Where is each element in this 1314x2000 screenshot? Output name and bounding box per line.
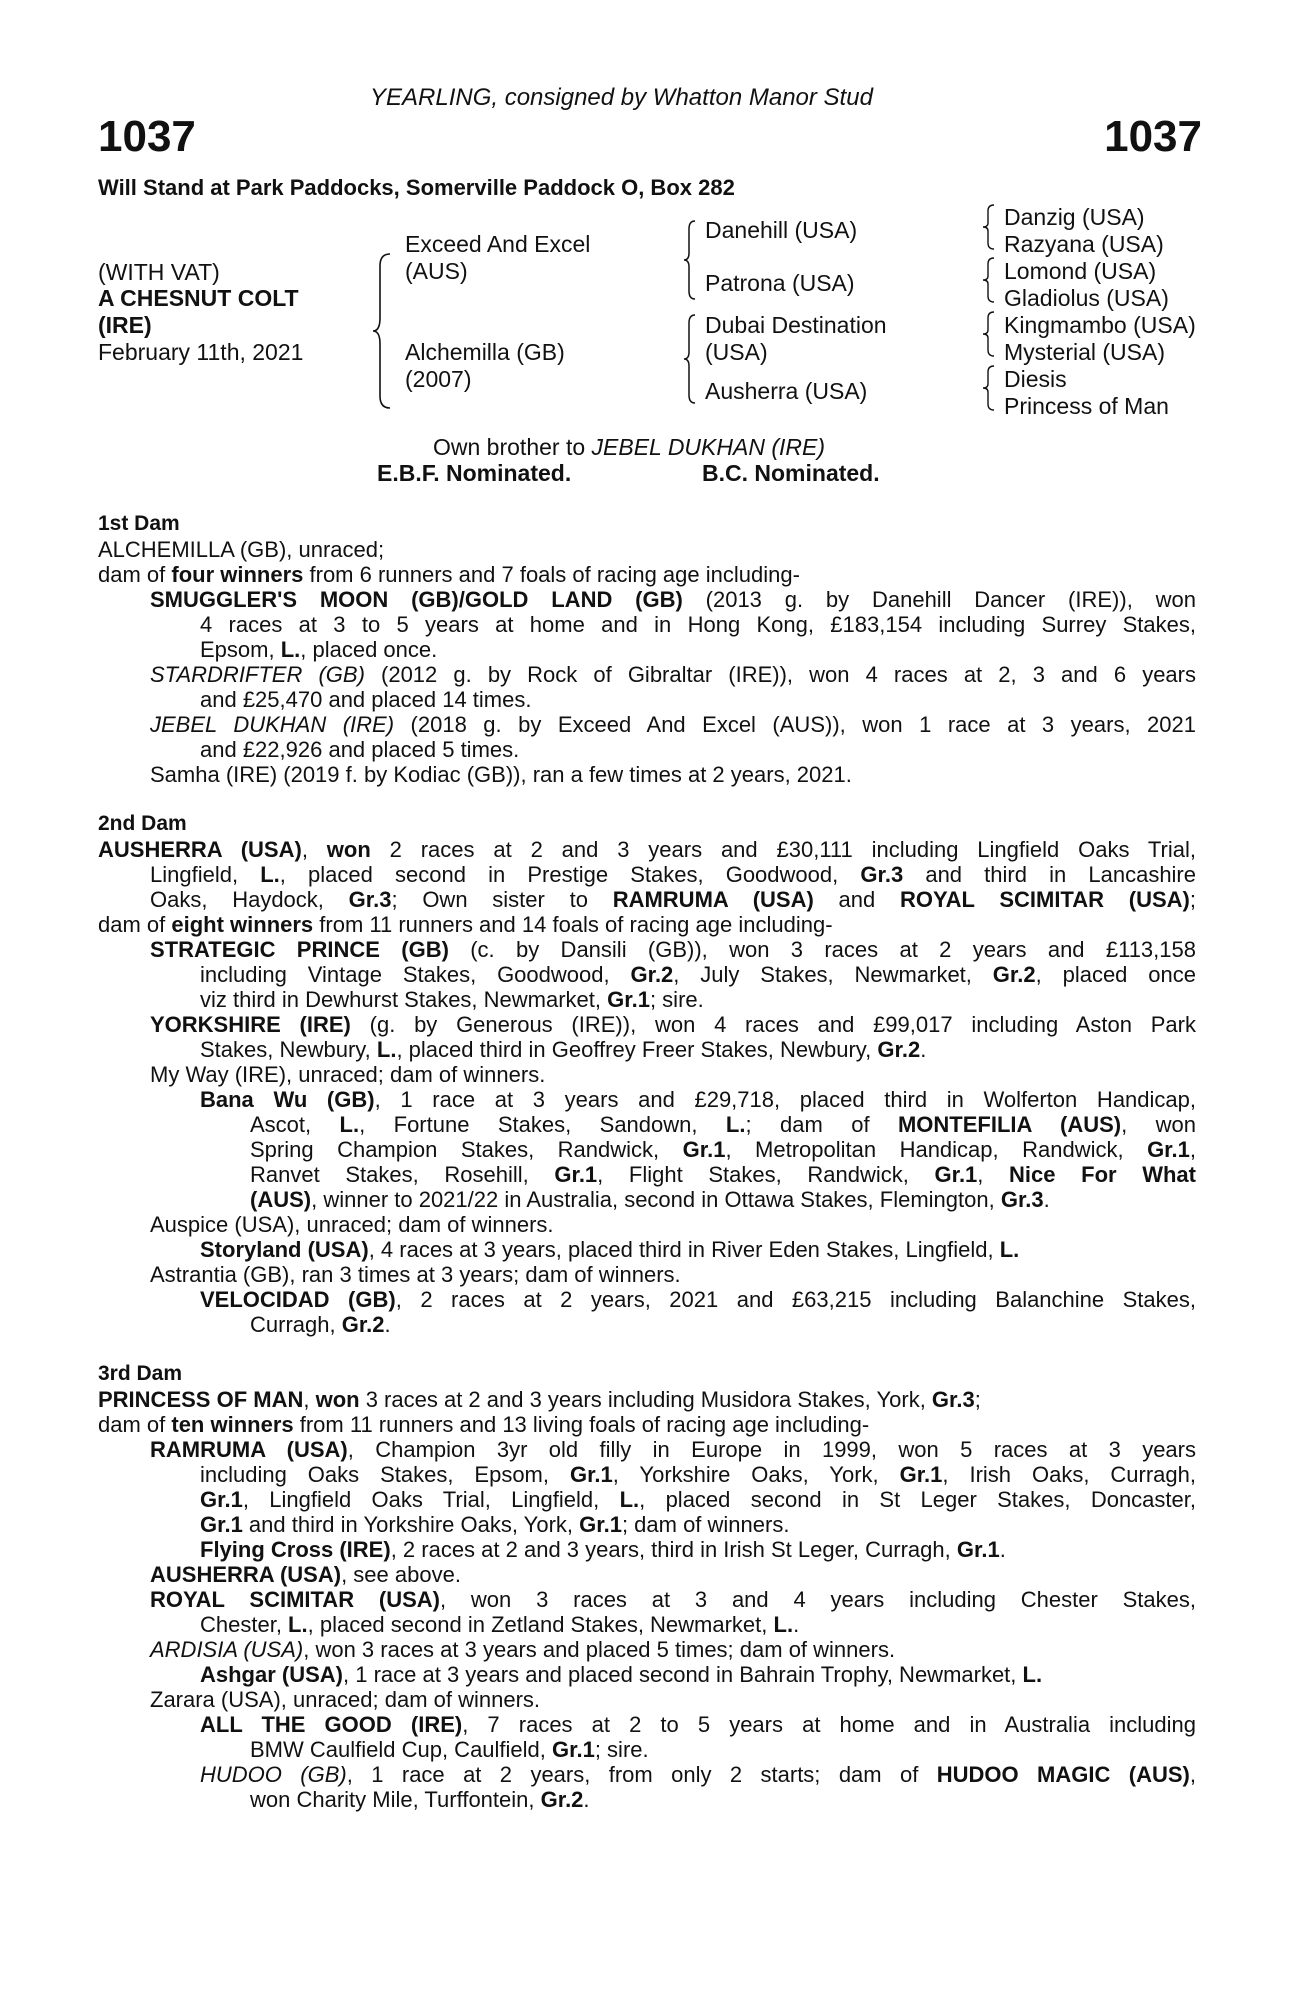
pedigree-brace-g4-4 [982, 364, 996, 412]
first-dam-line: JEBEL DUKHAN (IRE) (2018 g. by Exceed And Excel (AUS)), won 1 race at 3 years, 2021 [150, 712, 1196, 737]
second-dam-line: VELOCIDAD (GB), 2 races at 2 years, 2021 and £63,215 including Balanchine Stakes, [200, 1287, 1197, 1312]
sire-sire: Danehill (USA) [705, 217, 858, 243]
first-dam-line: SMUGGLER'S MOON (GB)/GOLD LAND (GB) (2013 g. by Danehill Dancer (IRE)), won [150, 587, 1196, 612]
third-dam-line: won Charity Mile, Turffontein, Gr.2. [250, 1787, 590, 1812]
horse-country: (IRE) [98, 312, 152, 338]
second-dam-line: Bana Wu (GB), 1 race at 3 years and £29,718, placed third in Wolferton Handicap, [200, 1087, 1196, 1112]
second-dam-line: STRATEGIC PRINCE (GB) (c. by Dansili (GB)), won 3 races at 2 years and £113,158 [150, 937, 1196, 962]
third-dam-line: Flying Cross (IRE), 2 races at 2 and 3 years, third in Irish St Leger, Curragh, Gr.1. [200, 1537, 1006, 1562]
ancestor-1: Danzig (USA) [1004, 204, 1145, 230]
second-dam-line: viz third in Dewhurst Stakes, Newmarket, Gr.1; sire. [200, 987, 704, 1012]
vat-note: (WITH VAT) [98, 259, 220, 285]
third-dam-line: RAMRUMA (USA), Champion 3yr old filly in Europe in 1999, won 5 races at 3 years [150, 1437, 1196, 1462]
first-dam-line: dam of four winners from 6 runners and 7 foals of racing age including- [98, 562, 800, 587]
bc-nominated: B.C. Nominated. [702, 460, 880, 486]
lot-number-right: 1037 [1104, 112, 1202, 161]
third-dam-line: BMW Caulfield Cup, Caulfield, Gr.1; sire. [250, 1737, 649, 1762]
second-dam-line: Oaks, Haydock, Gr.3; Own sister to RAMRUMA (USA) and ROYAL SCIMITAR (USA); [150, 887, 1196, 912]
second-dam-line: My Way (IRE), unraced; dam of winners. [150, 1062, 546, 1087]
own-brother-note: Own brother to JEBEL DUKHAN (IRE) [433, 434, 825, 460]
third-dam-heading: 3rd Dam [98, 1362, 183, 1385]
ancestor-2: Razyana (USA) [1004, 231, 1164, 257]
third-dam-line: ARDISIA (USA), won 3 races at 3 years and placed 5 times; dam of winners. [150, 1637, 896, 1662]
second-dam-line: YORKSHIRE (IRE) (g. by Generous (IRE)), won 4 races and £99,017 including Aston Park [150, 1012, 1196, 1037]
third-dam-line: ROYAL SCIMITAR (USA), won 3 races at 3 and 4 years including Chester Stakes, [150, 1587, 1196, 1612]
page-title: YEARLING, consigned by Whatton Manor Stud [370, 84, 873, 111]
second-dam-line: Ascot, L., Fortune Stakes, Sandown, L.; dam of MONTEFILIA (AUS), won [250, 1112, 1197, 1137]
ancestor-4: Gladiolus (USA) [1004, 285, 1169, 311]
second-dam-line: Astrantia (GB), ran 3 times at 3 years; dam of winners. [150, 1262, 681, 1287]
first-dam-line: Epsom, L., placed once. [200, 637, 438, 662]
dam-dam: Ausherra (USA) [705, 378, 868, 404]
first-dam-line: ALCHEMILLA (GB), unraced; [98, 537, 385, 562]
ancestor-7: Diesis [1004, 366, 1067, 392]
third-dam-line: Zarara (USA), unraced; dam of winners. [150, 1687, 541, 1712]
ebf-nominated: E.B.F. Nominated. [377, 460, 572, 486]
pedigree-brace-g4-2 [982, 256, 996, 304]
pedigree-brace-sire [683, 219, 697, 301]
first-dam-line: Samha (IRE) (2019 f. by Kodiac (GB)), ran a few times at 2 years, 2021. [150, 762, 852, 787]
third-dam-line: Chester, L., placed second in Zetland Stakes, Newmarket, L.. [200, 1612, 800, 1637]
second-dam-line: dam of eight winners from 11 runners and 14 foals of racing age including- [98, 912, 833, 937]
ancestor-8: Princess of Man [1004, 393, 1169, 419]
second-dam-line: Stakes, Newbury, L., placed third in Geoffrey Freer Stakes, Newbury, Gr.2. [200, 1037, 927, 1062]
first-dam-line: and £22,926 and placed 5 times. [200, 737, 520, 762]
dam-sire-country: (USA) [705, 339, 768, 365]
third-dam-line: HUDOO (GB), 1 race at 2 years, from only 2 starts; dam of HUDOO MAGIC (AUS), [200, 1762, 1196, 1787]
second-dam-line: Lingfield, L., placed second in Prestige Stakes, Goodwood, Gr.3 and third in Lancashire [150, 862, 1196, 887]
second-dam-line: AUSHERRA (USA), won 2 races at 2 and 3 years and £30,111 including Lingfield Oaks Trial, [98, 837, 1196, 862]
first-dam-heading: 1st Dam [98, 512, 180, 535]
sire-country: (AUS) [405, 258, 468, 284]
sire-dam: Patrona (USA) [705, 270, 855, 296]
third-dam-line: ALL THE GOOD (IRE), 7 races at 2 to 5 years at home and in Australia including [200, 1712, 1196, 1737]
second-dam-heading: 2nd Dam [98, 812, 187, 835]
pedigree-brace-g4-1 [982, 203, 996, 251]
second-dam-line: Spring Champion Stakes, Randwick, Gr.1, Metropolitan Handicap, Randwick, Gr.1, [250, 1137, 1196, 1162]
third-dam-line: dam of ten winners from 11 runners and 13 living foals of racing age including- [98, 1412, 870, 1437]
ancestor-6: Mysterial (USA) [1004, 339, 1166, 365]
third-dam-line: Gr.1, Lingfield Oaks Trial, Lingfield, L., placed second in St Leger Stakes, Doncaster, [200, 1487, 1196, 1512]
second-dam-line: Curragh, Gr.2. [250, 1312, 391, 1337]
pedigree-brace-dam [683, 313, 697, 405]
dam-sire: Dubai Destination [705, 312, 887, 338]
stand-location: Will Stand at Park Paddocks, Somerville Paddock O, Box 282 [98, 175, 735, 200]
first-dam-line: STARDRIFTER (GB) (2012 g. by Rock of Gibraltar (IRE)), won 4 races at 2, 3 and 6 years [150, 662, 1196, 687]
second-dam-line: Ranvet Stakes, Rosehill, Gr.1, Flight Stakes, Randwick, Gr.1, Nice For What [250, 1162, 1196, 1187]
third-dam-line: Ashgar (USA), 1 race at 3 years and placed second in Bahrain Trophy, Newmarket, L. [200, 1662, 1043, 1687]
first-dam-line: and £25,470 and placed 14 times. [200, 687, 532, 712]
second-dam-line: including Vintage Stakes, Goodwood, Gr.2, July Stakes, Newmarket, Gr.2, placed once [200, 962, 1197, 987]
dam-year: (2007) [405, 366, 472, 392]
second-dam-line: (AUS), winner to 2021/22 in Australia, second in Ottawa Stakes, Flemington, Gr.3. [250, 1187, 1050, 1212]
third-dam-line: PRINCESS OF MAN, won 3 races at 2 and 3 years including Musidora Stakes, York, Gr.3; [98, 1387, 981, 1412]
pedigree-brace-g4-3 [982, 310, 996, 358]
ancestor-5: Kingmambo (USA) [1004, 312, 1196, 338]
pedigree-brace-main [372, 252, 394, 410]
third-dam-line: AUSHERRA (USA), see above. [150, 1562, 461, 1587]
ancestor-3: Lomond (USA) [1004, 258, 1157, 284]
foaling-date: February 11th, 2021 [98, 339, 304, 365]
dam-name: Alchemilla (GB) [405, 339, 565, 365]
third-dam-line: Gr.1 and third in Yorkshire Oaks, York, Gr.1; dam of winners. [200, 1512, 790, 1537]
second-dam-line: Storyland (USA), 4 races at 3 years, placed third in River Eden Stakes, Lingfield, L. [200, 1237, 1020, 1262]
second-dam-line: Auspice (USA), unraced; dam of winners. [150, 1212, 554, 1237]
third-dam-line: including Oaks Stakes, Epsom, Gr.1, Yorkshire Oaks, York, Gr.1, Irish Oaks, Curragh, [200, 1462, 1196, 1487]
sire-name: Exceed And Excel [405, 231, 591, 257]
first-dam-line: 4 races at 3 to 5 years at home and in Hong Kong, £183,154 including Surrey Stakes, [200, 612, 1196, 637]
lot-number-left: 1037 [98, 112, 196, 161]
horse-name: A CHESNUT COLT [98, 285, 299, 311]
